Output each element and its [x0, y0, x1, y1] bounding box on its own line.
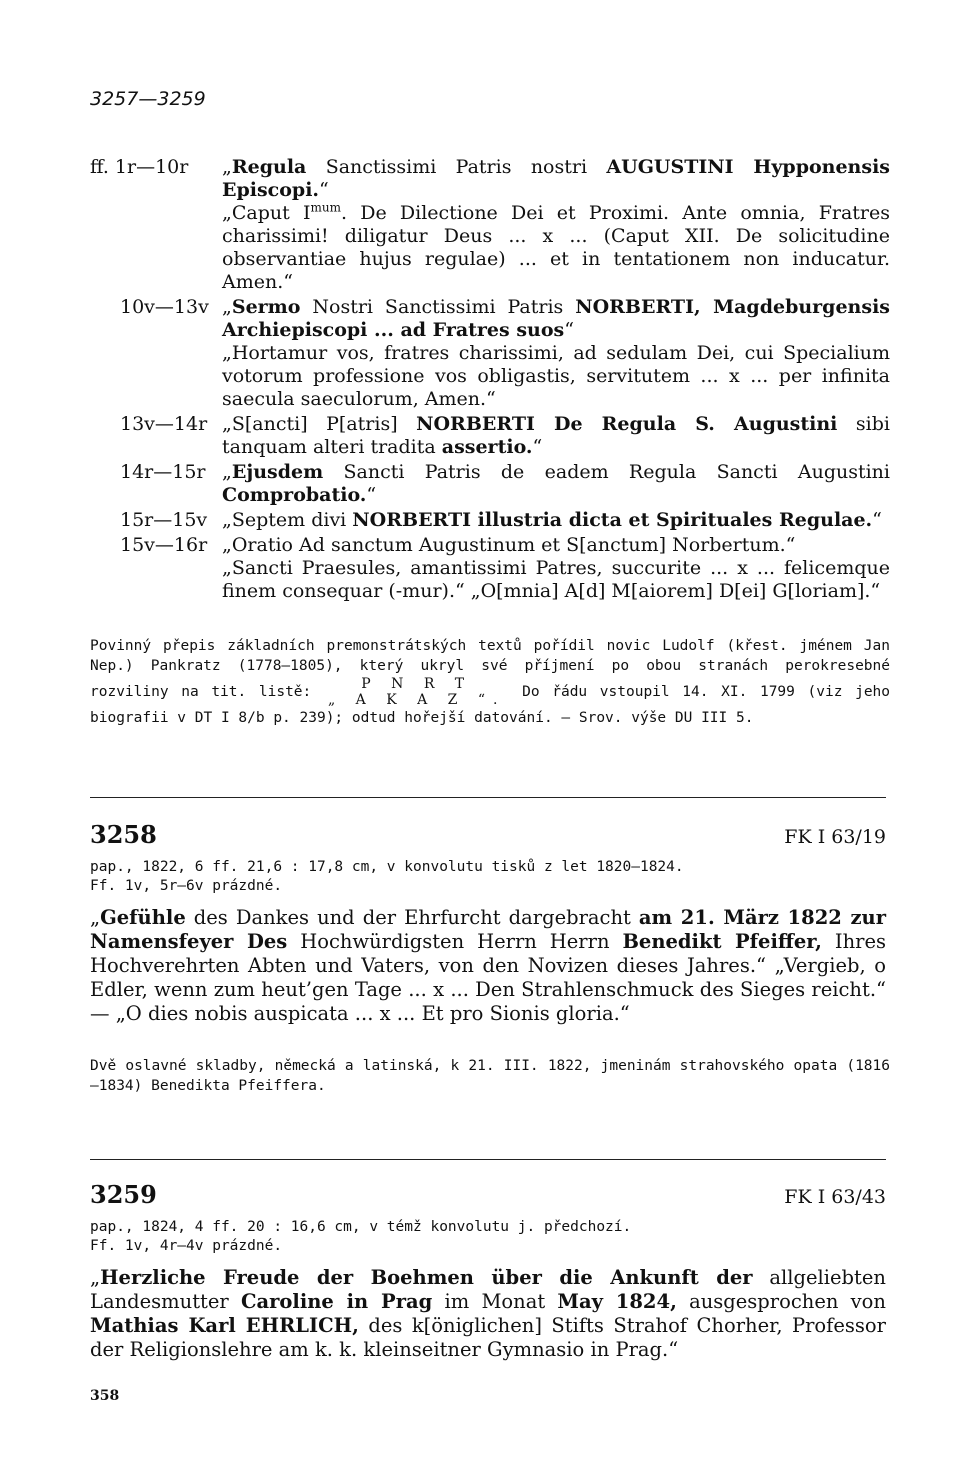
note-3258: Dvě oslavné skladby, německá a latinská, k 21. III. 1822, jmeninám strahovského opata (1816—1834) Benedikta Pfeiffera.	[90, 1058, 890, 1094]
folio-entry	[90, 413, 890, 459]
folio-title	[222, 461, 890, 507]
text-run: „Septem divi	[222, 509, 353, 531]
meta-line: pap., 1822, 6 ff. 21,6 : 17,8 cm, v konvolutu tisků z let 1820—1824.	[90, 859, 684, 875]
text-run: ausgesprochen von	[676, 1290, 886, 1313]
text-run: Caroline in Prag	[240, 1290, 433, 1313]
entry-meta-3259	[90, 1218, 886, 1256]
entry-number: 3259	[90, 1180, 157, 1209]
text-run: „Hortamur vos, fratres charissimi, ad sedulam Dei, cui Specialium votorum professione vos obligastis, servitutem ... x ... per infinita saecula saeculorum, Amen.“	[222, 342, 890, 410]
folio-entry	[90, 509, 890, 532]
folio-title	[222, 296, 890, 342]
text-run: mum	[310, 200, 341, 215]
text-run: “	[319, 179, 329, 201]
text-run: „	[222, 461, 232, 483]
folio-range: 10v—13v	[120, 296, 209, 318]
shelfmark: FK I 63/43	[784, 1186, 886, 1208]
text-run: „	[222, 296, 232, 318]
text-run: Nostri Sanctissimi Patris	[300, 296, 576, 318]
meta-line: Ff. 1v, 4r—4v prázdné.	[90, 1238, 283, 1254]
divider	[90, 797, 886, 798]
note-3257-part1: Povinný přepis základních premonstrátských textů pořídil novic Ludolf (křest. jménem Jan Nep.) Pankratz (1778—1805), který ukryl své příjmení po obou stranách perokresebné rozviliny na tit. listě:	[90, 638, 890, 700]
entry-number: 3258	[90, 820, 157, 849]
text-run: „	[222, 156, 232, 178]
text-run: Sanctissimi Patris nostri	[306, 156, 607, 178]
text-run: “	[872, 509, 882, 531]
shelfmark: FK I 63/19	[784, 826, 886, 848]
divider	[90, 1159, 886, 1160]
text-run: Benedikt Pfeiffer,	[622, 930, 822, 953]
meta-line: pap., 1824, 4 ff. 20 : 16,6 cm, v témž konvolutu j. předchozí.	[90, 1219, 632, 1235]
text-run: “	[532, 436, 543, 458]
folio-entry	[90, 296, 890, 411]
text-run: AUGUSTINI Hypponensis Episcopi.	[222, 156, 890, 201]
text-run: Hochwürdigsten Herrn Herrn	[287, 930, 623, 953]
note-3257	[90, 636, 890, 728]
folio-entry	[90, 534, 890, 603]
page-number: 358	[90, 1388, 120, 1404]
text-run: allgeliebten Landesmutter	[90, 1266, 886, 1313]
folio-title	[222, 509, 890, 532]
folio-text	[222, 296, 890, 411]
folio-incipit	[222, 342, 890, 411]
folio-range: 13v—14r	[120, 413, 208, 435]
folio-range: 15r—15v	[120, 509, 208, 531]
folio-incipit	[222, 202, 890, 294]
text-run: „	[90, 1266, 101, 1289]
text-run: Regula	[231, 156, 307, 178]
folio-list-3257	[90, 156, 890, 603]
text-run: „S[ancti] P[atris]	[222, 413, 417, 435]
running-head: 3257—3259	[90, 88, 206, 110]
folio-title	[222, 534, 890, 557]
text-run: „Caput I	[222, 202, 311, 224]
text-run: Ejusdem	[231, 461, 324, 483]
text-run: des k[öniglichen] Stifts Strahof Chorher, Professor der Religionslehre am k. k. kleinseitner Gymnasio in Prag.“	[90, 1314, 886, 1361]
folio-incipit	[222, 557, 890, 603]
folio-entry	[90, 461, 890, 507]
folio-range: 15v—16r	[120, 534, 208, 556]
text-run: „	[90, 906, 101, 929]
entry-header-3259	[90, 1180, 886, 1209]
text-run: NORBERTI De Regula S. Augustini	[416, 413, 838, 435]
text-run: am 21. März 1822 zur Namensfeyer Des	[90, 906, 886, 953]
entry-meta-3258	[90, 858, 886, 896]
entry-body-3259	[90, 1266, 886, 1362]
folio-text	[222, 534, 890, 603]
folio-text	[222, 156, 890, 294]
text-run: Gefühle	[100, 906, 186, 929]
folio-range: ff. 1r—10r	[90, 156, 189, 178]
text-run: „Sancti Praesules, amantissimi Patres, succurite ... x ... felicemque finem consequar (-mur).“ „O[mnia] A[d] M[aiorem] D[ei] G[loriam].“	[222, 557, 890, 602]
folio-text	[222, 461, 890, 507]
text-run: des Dankes und der Ehrfurcht dargebracht	[185, 906, 639, 929]
text-run: “	[564, 319, 574, 341]
entry-body-3258	[90, 906, 886, 1026]
text-run: Ihres Hochverehrten Abten und Vaters, von den Novizen dieses Jahres.“ „Vergieb, o Edler, wenn zum heut’gen Tage ... x ... Den Strahlenschmuck des Sieges reicht.“ — „O dies nobis auspicata ... x ... Et pro Sionis gloria.“	[90, 930, 886, 1025]
note-3257-part2: Do řádu vstoupil 14. XI. 1799 (viz jeho biografii v DT I 8/b p. 239); odtud hořejší datování. — Srov. výše DU III 5.	[90, 684, 891, 726]
text-run: im Monat	[432, 1290, 558, 1313]
text-run: „Oratio Ad sanctum Augustinum et S[anctum] Norbertum.“	[222, 534, 796, 556]
text-run: Comprobatio.	[222, 484, 367, 506]
text-run: Sancti Patris de eadem Regula Sancti Augustini	[323, 461, 890, 483]
folio-title	[222, 156, 890, 202]
text-run: May 1824,	[557, 1290, 677, 1313]
folio-title	[222, 413, 890, 459]
folio-text	[222, 509, 890, 532]
text-run: . De Dilectione Dei et Proximi. Ante omnia, Fratres charissimi! diligatur Deus ... x ... (Caput XII. De solicitudine observantiae hujus regulae) ... et in tentationem non inducatur. Amen.“	[222, 202, 890, 293]
entry-header-3258	[90, 820, 886, 849]
cipher-bottom: „ A K A Z “.	[327, 692, 506, 708]
cipher	[328, 676, 506, 708]
text-run: Sermo	[231, 296, 301, 318]
text-run: Mathias Karl EHRLICH,	[90, 1314, 359, 1337]
text-run: “	[366, 484, 377, 506]
cipher-top: P N R T	[361, 676, 473, 692]
meta-line: Ff. 1v, 5r—6v prázdné.	[90, 878, 283, 894]
text-run: NORBERTI illustria dicta et Spirituales Regulae.	[352, 509, 873, 531]
text-run: assertio.	[441, 436, 533, 458]
text-run: NORBERTI, Magdeburgensis Archiepiscopi ... ad Fratres suos	[222, 296, 890, 341]
folio-range: 14r—15r	[120, 461, 206, 483]
folio-entry	[90, 156, 890, 294]
text-run: sibi tanquam alteri tradita	[222, 413, 890, 458]
text-run: Herzliche Freude der Boehmen über die Ankunft der	[100, 1266, 753, 1289]
folio-text	[222, 413, 890, 459]
